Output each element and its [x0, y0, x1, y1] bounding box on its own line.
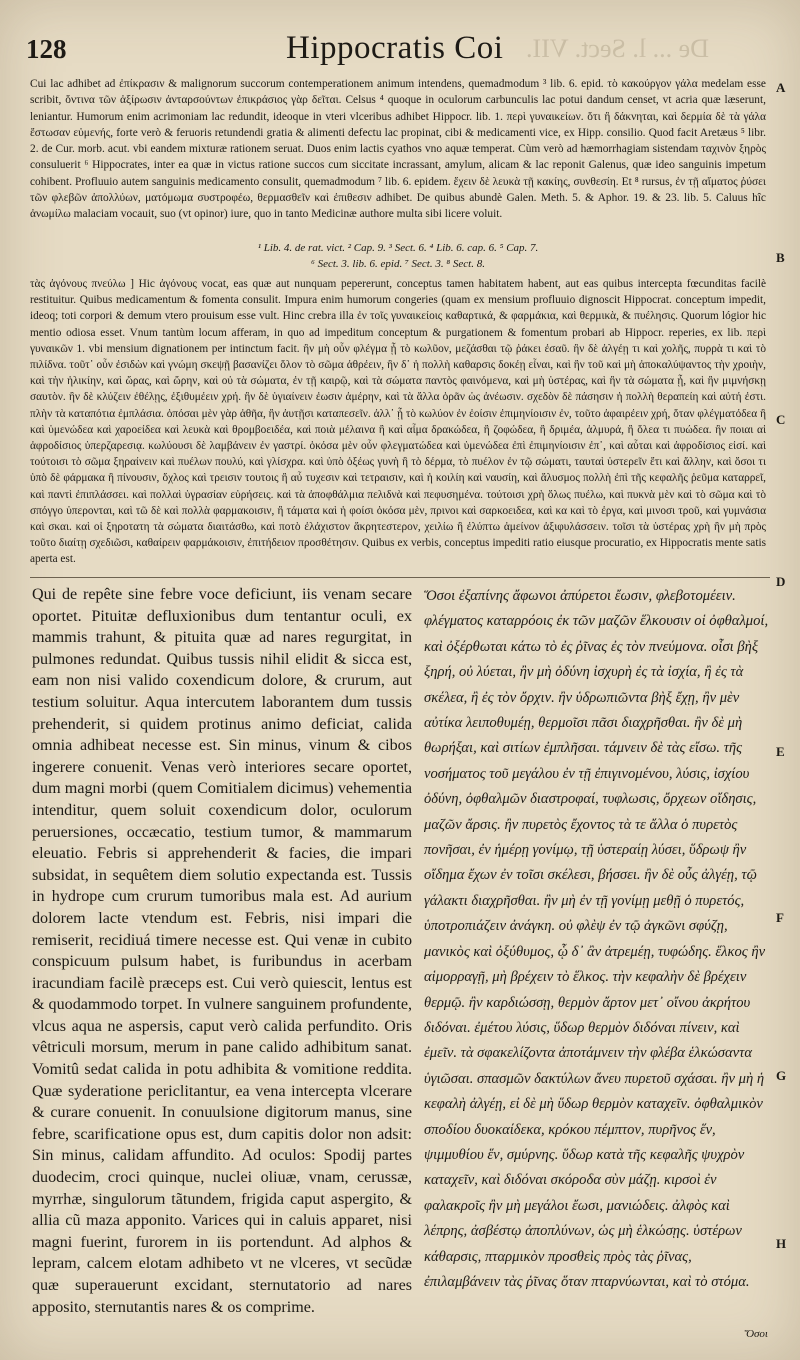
page-header [26, 30, 766, 70]
margin-letter-f: F [776, 910, 784, 925]
section-divider [30, 577, 770, 578]
margin-letter-b: B [776, 250, 785, 265]
footnote-line: ¹ Lib. 4. de rat. vict. ² Cap. 9. ³ Sect. 6. ⁴ Lib. 6. cap. 6. ⁵ Cap. 7. [257, 242, 539, 254]
catchword: Ὅσοι [744, 1328, 768, 1340]
bleed-through-text: De ... l. Sect. VII. [526, 34, 709, 63]
footnote-line: ⁶ Sect. 3. lib. 6. epid. ⁷ Sect. 3. ⁸ Sect. 8. [311, 258, 485, 270]
greek-column: Ὅσοι ἐξαπίνης ἄφωνοι ἀπύρετοι ἔωσιν, φλεβοτομέειν. φλέγματος καταρρόοις ἐκ τῶν μαζῶν ἕλκουσιν οἱ ὀφθαλμοί, καὶ ὀξέρθωται κάτω τὸ ἐς ῥῖνας ἐς τὸν πνεύμονα. οἷσι βὴξ ξηρή, οὐ λύεται, ἢν μὴ ὀδύνη ἰσχυρὴ ἐς τὰ ἰσχία, ἢ ἐς τὰ σκέλεα, ἢ ἐς τὸν ὄρχιν. ἢν ὑδρωπιῶντα βὴξ ἔχῃ, ἢν μὲν αὐτίκα λειποθυμέῃ, θερμοῖσι πᾶσι διαχρῆσθαι. ἢν δὲ μὴ θωρήξαι, καὶ σιτίων ἐμπλῆσαι. τάμνειν δὲ τὰς εἴσω. τῆς νοσήματος τοῦ μεγάλου ἐν τῇ ἐπιγινομένου, λύσις, ἰσχίου ὀδύνη, ὀφθαλμῶν διαστροφαί, τυφλωσις, ὄρχεων οἴδησις, μαζῶν ἄρσις. ἢν πυρετὸς ἔχοντος τὰ τε ἄλλα ὁ πυρετὸς πονῆσαι, ἐν ἡμέρῃ γονίμῳ, τῇ ὑστεραίῃ λύσει, ὕδρωψ ἢν οἴδημα ἔχων ἐν τοῖσι σκέλεσι, βήσσει. ἢν δὲ οὖς ἀλγέῃ, τῷ γάλακτι διαχρῆσθαι. ἢν μὴ ἐν τῇ γονίμῃ μεθῇ ὁ πυρετός, ὑποτροπιάζειν ἀνάγκη. οὐ φλὲψ ἐν τῷ ἀγκῶνι σφύζῃ, μανικὸς καὶ ὀξύθυμος, ᾧ δ᾽ ἂν ἀτρεμέῃ, τυφώδης. ἕλκος ἢν αἱμορραγῇ, μὴ βρέχειν τὸ ἕλκος. τὴν κεφαλὴν δὲ βρέχειν θερμῷ. ἢν καρδιώσσῃ, θερμὸν ἄρτον μετ᾽ οἴνου ἀκρήτου διδόναι. ἐμέτου λύσις, ὕδωρ θερμὸν διδόναι πίνειν, καὶ ἐμεῖν. τὰ σφακελίζοντα ἀποτάμνειν τὴν φλέβα ἑλκώσαντα ὑγιῶσαι. σπασμῶν δακτύλων ἄνευ πυρετοῦ σχάσαι. ἢν μὴ ἡ κεφαλὴ ἀλγέῃ, εἰ δὲ μὴ ὕδωρ θερμὸν καταχεῖν. ὀφθαλμικὸν σποδίου δυοκαίδεκα, κρόκου πέμπτον, πυρῆνος ἕν, ψιμμυθίου ἕν, σμύρνης. ὕδωρ κατὰ τῆς κεφαλῆς ψυχρὸν καταχεῖν, καὶ διδόναι σκόροδα σὺν μάζῃ. κιρσοὶ ἐν φαλακροῖς ἢν μὴ μεγάλοι ἔωσι, μανιώδεις. ἀλφὸς καὶ λέπρης, ἀσβέστῳ ἀποπλύνων, ὡς μὴ ἑλκώσῃς. ὑστέρων κάθαρσις, πταρμικὸν προσθεὶς πρὸς τὰς ῥῖνας, ἐπιλαμβάνειν τὰς ῥῖνας ὅταν πταρνύωνται, καὶ τὸ στόμα. [424, 588, 769, 1290]
margin-letter-c: C [776, 412, 786, 427]
latin-column: Qui de repête sine febre voce deficiunt, iis venam secare oportet. Pituitæ defluxionibus dum tentantur oculi, ex mammis trahunt, & pituita quæ ad nares regurgitat, in pulmones redundat. Quibus tussis nihil elidit & sicca est, eam non nisi valido coxendicum dolore, & crurum, aut testium soluitur. Aqua intercutem laborantem dum tussis prehenderit, si quidem protinus animo deficiat, calida omnia adhibeat necesse est. Sin minus, vinum & cibos ingerere conuenit. Venas verò interiores secare oportet, dum magni morbi (quem Comitialem dicimus) vehementia intenditur, quem soluit coxendicum dolor, oculorum peruersiones, occæcatio, testium tumor, & mammarum eleuatio. Febris si apprehenderit & facies, die impari subsidat, in sequêtem diem solutio expectanda est. Tussis in hydrope cum crurum tumoribus mala est. Ad aurium dolorem lacte vtendum est. Febris, nisi impari die remiserit, recidiuá timere necesse est. Qui venæ in cubito conspicuum pulsum habet, is furibundus in acerbam iracundiam facilè præceps est. Cui verò quiescit, lentus est & quodammodo torpet. In vulnere sanguinem profundente, vlcus aqua ne aspersis, caput verò calida perfundito. Oris vêtriculi morsum, merum in pane calido adhibitum sanat. Vomitû sedat calida in potu adhibita & vomitione reddita. Quæ syderatione periclitantur, ea vena intercepta vlcerare & curare conuenit. In conuulsione digitorum manus, sine febre, scarificatione opus est, dum capitis dolor non adsit: Sin minus, calidam affundito. Ad oculos: Spodij partes duodecim, croci quinque, nuclei oliuæ, vnam, cerussæ, myrrhæ, singulorum tãtundem, frigida caput aspergito, & allia cũ maza apponito. Varices qui in caluis apparet, nisi magni fuerint, furorem in iis portendunt. Ad alphos & lepram, calcem elotam adhibeto vt ne vlceres, vt secũdæ quæ superauerunt excidant, sternutatorio ad nares apposito, sternutantis nares & os comprime. [32, 586, 412, 1316]
margin-letter-a: A [776, 80, 786, 95]
margin-letter-d: D [776, 574, 786, 589]
commentary-top: Cui lac adhibet ad ἐπίκρασιν & malignorum succorum contemperationem animum intendens, quemadmodum ³ lib. 6. epid. τὸ κακούργον γάλα medelam esse scribit, ὅντινα τῶν ἀξίρωσιν ἀνταρσούντων ἐπικράσιος γὰρ δεῖται. Celsus ⁴ quoque in oculorum carbunculis lac potui dandum censet, vt acria quæ læserunt, leniantur. Humorum enim acrimoniam lac redundit, ideoque in vteri vlceribus adhibet Hippocr. lib. 1. περὶ γυναικείων. ὅτι ἢ δάκνηται, καὶ δερμία δὲ τὰ γάλα ἔστωσαν εὐμενής, forte verò & feruoris retundendi gratia & alimenti defectu lac propinat, cibi & medicamenti vice, ex Hipp. consilio. Quod facit Aretæus ⁵ libr. 2. de Cur. morb. acut. vbi eandem mixturæ rationem seruat. Duos enim lactis cyathos vno aquæ temperat. Cùm verò ad hæmorrhagiam sistendam ταχινὸν ξηρὸς consuluerit ⁶ Hippocrates, inter ea quæ in victus ratione succos cum siccitate incrassant, amylum, alicam & lac reponit Galenus, quæ ideo sanguinis impetum cohibent. Profluuio autem sanguinis medicamento consulit, quemadmodum ⁷ lib. 6. epidem. ἔχειν δὲ λευκὰ τῇ κακίης, συνθεσίη. Et ⁸ rursus, ἐν τῇ αἵματος ῥύσει τῶν φλεβῶν ἀπολλύων, ματόμωμα συστροφέω, θερμασθεῖν καὶ ἐπιθεσιν adhibet. De quibus abundè Galen. Meth. 5. & Aphor. 19. & 23. lib. 5. Caluus hîc ἀνωμίλω malaciam vocauit, suo (vt opinor) iure, quo in tanto Medicinæ authore multa sibi licere voluit. [30, 78, 766, 221]
margin-letter-h: H [776, 1236, 787, 1251]
running-head: Hippocratis Coi [286, 30, 504, 66]
commentary-middle: τὰς ἀγόνους πνεύλω ] Hic ἀγόνους vocat, eas quæ aut nunquam pepererunt, conceptus tamen habitatem habent, aut eas quibus intercepta fœcunditas facilè restituitur. Quibus medicamentum & fomenta consulit. Impura enim humorum congeries (quam ex mensium profluuio dignoscit Hippocrat. conceptum impedit, ideoq; toti corpori & demum vtero prouisum esse vult. Hinc crebra illa ἐν τοῖς γυναικείοις καθαρτικά, & φαρμάκια, καὶ θερμικὰ, & πυέλησις. Quorum lógior hic mentio odiosa esset. Vnum tantùm locum afferam, in quo ad impeditum conceptum & purgationem & fomentum probari ab Hippocr. reperies, ex lib. περὶ γυναικῶν 1. vbi mensium dignationem per intinctum facit. ἢν μὴ οὖν φλέγμα ᾖ τὸ κωλῦον, μεζάσθαι τῷ ῥάκει ἐσαῦ. ἢν δὲ ἀλγέῃ τι καὶ χολῆς, πυρρὰ τι καὶ τὸ πιλίδνα. τοῦτ᾽ οὖν ἐσιδὼν καὶ γνώμη σκεψῇ βασανίζει ὅλον τὸ σῶμα ἀθρέειν, ἢν δ᾽ ἡ πολλὴ καθαρσις δοκέῃ εἶναι, καὶ ἢν τοῦ καὶ μὴ ἀποκαλύψαντος τὴν χροιὴν, καὶ τὴν ἡλικίην, καὶ ὥρας, καὶ ὥρην, καὶ οὐ τὰ σώματα, ἐν τῇ καιρῷ, καὶ τὰ σώματα παντὸς φαινόμενα, καὶ μὴ ὑστέρας, καὶ ἢν τὰ σώματα ᾖ, καὶ ἢν μιμνήσκῃ σαυτὸν. ἢν δὲ κλύζειν ἐθέλῃς, ἐξιθυμέειν χρή. ἢν δὲ ὑγιαίνειν ἐωσιν ἀμέρην, καὶ τὰ ἄλλα ὁρᾶν ὡς ἀνέωσιν. σχεδὸν δὲ πάσησιν ἡ πολλὴ θεραπείη καὶ αὐτή ἐστι. πλὴν τὰ καταπότια ἐμπλάσια. ὁπόσαι μὲν γὰρ ἀθῆα, ἢν ἀυτῇσι καταπεσεῖν. ἀλλ᾽ ᾗ τὸ κωλύον ἐν ἐοίσιν ἐπιμηνίοισιν ἐν, τοῦτο ἀφαιρέειν χρή, ὅταν φλέγματόδεα ἢ καὶ ὑμενώδεα καὶ χαροείδεα καὶ λευκὰ καὶ θρομβοειδέα, καὶ ποιὰ μέλαινα ἢ καὶ αἷμα δρακώδεα, ἢ ζοφώδεα, ἢ δριμέα, ἁλμυρά, ἢ ὅλεα τι πυώδεα. ἢν ποιαι αἱ ἀφροδίσιος ὑπερζαρεσιᾳ. κωλύουσι δὲ λαμβάνειν ἐν γαστρί. ὁκόσα μὲν οὖν φλεγματώδεα καὶ ὑμενώδεα ἐπὶ ἐπιμηνίοισιν ἐπ᾽, καὶ αὗται καὶ ἀφροδίσιος εἰσί. καὶ τούτοισι τὸ σῶμα ξηραίνειν καὶ πυέλων πουλύ, καὶ γλίσχρα. καὶ ὑπὸ ὀξέως γυνὴ ἢ τὸ δέρμα, τὸ πυέλον ἐν τῷ σώματι, ταυταὶ ὑστερεῖν ἔτι καὶ ἄλλην, καὶ ὅσοι τι ὑπὸ δὲ φάρμακα ἢ πίνουσιν, ὄχλος καὶ τρεισιν τουτοις ἢ αὖ τυχεσιν καὶ τετραισιν, καὶ ἡ κοιλίη καὶ ναυσίη, καὶ ἄλυσμος πολλὴ ἐπὶ τῆς κεφαλῆς ῥεῦμα καταρρεῖ, καὶ παντὶ ἐπιπλάσσει. καὶ πολλαὶ ὑγρασίαν εὑρήσεις. καὶ τὰ ἀποφθάλμια πελιδνὰ καὶ πεφυσημένα. τούτοισι χρὴ ὅλως πυέλω, καὶ πυκνὰ μὲν καὶ τὸ σῶμα καὶ τὸ σπόγγο ὑπερονται, καὶ τῶ δὲ καὶ πολλὰ φαρμακοισιν, ἢ τάματα καὶ ἡ φοίσι ὁκόσα μὲν, πρινοι καὶ σαρκοειδεα, καὶ κα καὶ τὸ ἐργα, καὶ μινοσι τροῦ, καὶ γυμνάσια καὶ σκαι. καὶ οἱ ξηροτατη τὰ σώματα διαιτάσθω, καὶ ποτὸ ἐλάχιστον ἄκρητεστερον, χειλίω ἢ ἐλύπτω ἀμείνον ἀξιφυλάσσειν. τοῖσι τὰ ὑστέρας χρὴ ἢν μὴ πρὸς τοῦτο διαίτῃ σχεδιῶσι, καθαίρειν φαρμάκοισιν, ἐπιτήδειον προσθέτησιν. Quibus ex verbis, conceptus impediti ratio eiusque procuratio, ex Hippocratis mente satis aperta est. [30, 278, 766, 566]
margin-letter-e: E [776, 744, 785, 759]
margin-letter-g: G [776, 1068, 787, 1083]
footnotes [30, 240, 766, 272]
page-number: 128 [26, 34, 67, 64]
